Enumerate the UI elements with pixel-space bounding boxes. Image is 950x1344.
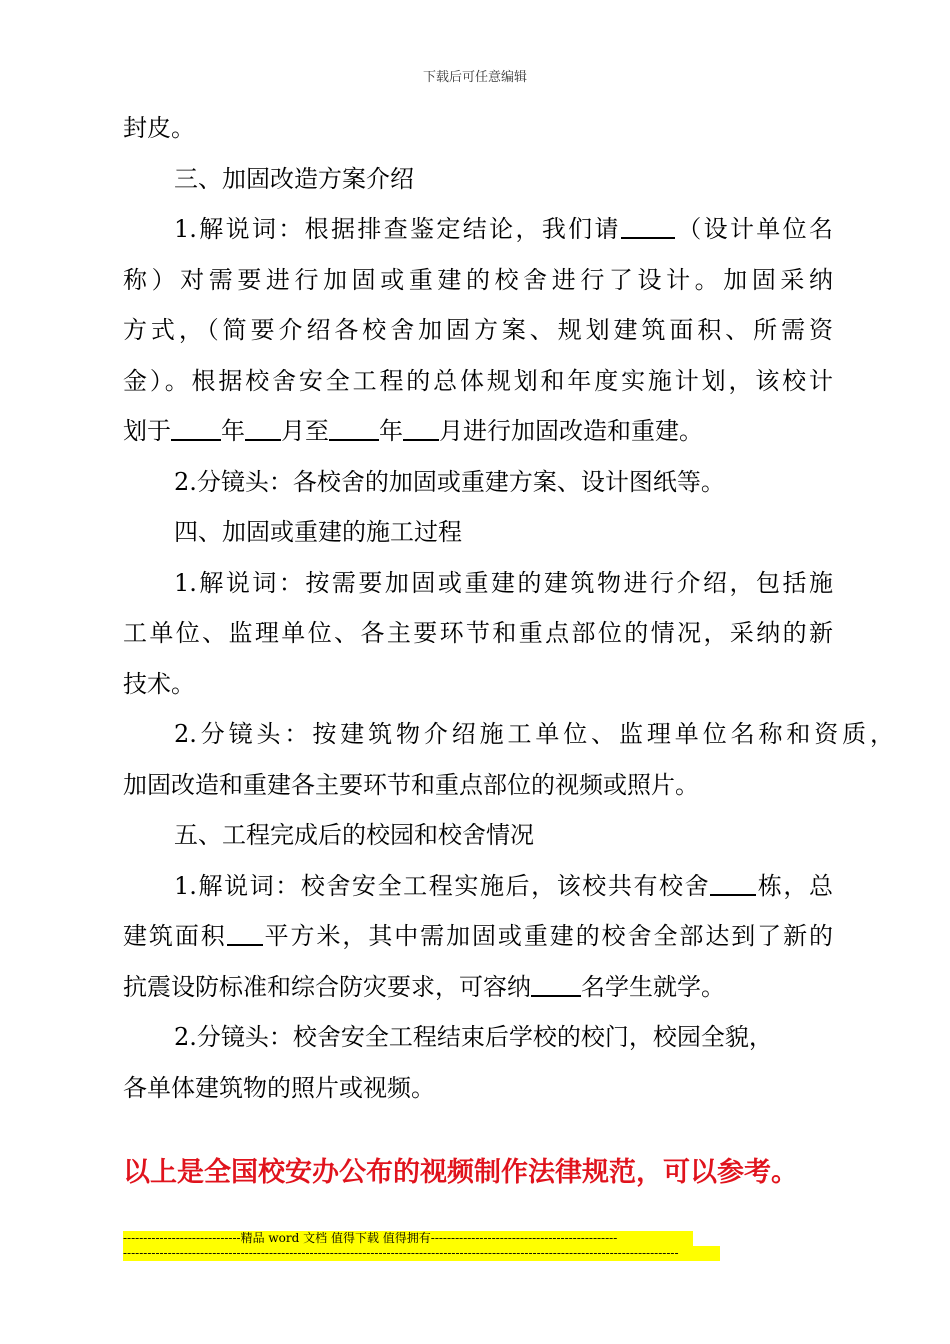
fill-in-blank	[227, 922, 263, 946]
fill-in-blank	[710, 872, 756, 896]
body-line: 加固改造和重建各主要环节和重点部位的视频或照片。	[123, 770, 699, 799]
fill-in-blank	[621, 215, 675, 239]
body-line: 抗震设防标准和综合防灾要求，可容纳 名学生就学。	[123, 972, 725, 1001]
document-body	[123, 103, 894, 1113]
body-line: 方式，（简要介绍各校舍加固方案、规划建筑面积、所需资	[123, 316, 833, 344]
fill-in-blank	[403, 417, 439, 441]
reference-note: 以上是全国校安办公布的视频制作法律规范，可以参考。	[123, 1157, 798, 1188]
footer-banner	[123, 1231, 720, 1261]
body-line: 金）。根据校舍安全工程的总体规划和年度实施计划，该校计	[123, 366, 833, 395]
page-header: 下载后可任意编辑	[422, 70, 527, 85]
body-line: 2.分镜头：各校舍的加固或重建方案、设计图纸等。	[174, 467, 725, 496]
fill-in-blank	[245, 417, 281, 441]
body-line: 各单体建筑物的照片或视频。	[123, 1073, 435, 1102]
section-heading: 五、工程完成后的校园和校舍情况	[174, 821, 534, 849]
body-line: 1.解说词：根据排查鉴定结论，我们请 （设计单位名	[174, 215, 834, 243]
fill-in-blank	[329, 417, 379, 441]
fill-in-blank	[171, 417, 221, 441]
body-line: 工单位、监理单位、各主要环节和重点部位的情况，采纳的新	[123, 619, 833, 647]
body-line: 1.解说词：按需要加固或重建的建筑物进行介绍，包括施	[174, 568, 833, 597]
section-heading: 三、加固改造方案介绍	[174, 164, 414, 193]
fill-in-blank	[531, 973, 581, 997]
body-line: 2.分镜头：按建筑物介绍施工单位、监理单位名称和资质，	[174, 720, 894, 748]
body-line: 技术。	[123, 669, 195, 698]
body-line: 封皮。	[123, 114, 195, 142]
body-line: 1.解说词：校舍安全工程实施后，该校共有校舍 栋，总	[174, 871, 833, 900]
footer-line-2: -----------------------------------------------------------------------------------------------------------------------------------------	[123, 1246, 720, 1261]
section-heading: 四、加固或重建的施工过程	[174, 518, 462, 546]
footer-line-1: -----------------------------精品 word 文档 值得下载 值得拥有----------------------------------------------	[123, 1231, 693, 1246]
body-line: 2.分镜头：校舍安全工程结束后学校的校门，校园全貌，	[174, 1023, 773, 1051]
body-line: 建筑面积 平方米，其中需加固或重建的校舍全部达到了新的	[123, 922, 834, 950]
body-line: 称）对需要进行加固或重建的校舍进行了设计。加固采纳	[123, 265, 833, 294]
body-line: 划于 年 月至 年 月进行加固改造和重建。	[123, 417, 703, 445]
